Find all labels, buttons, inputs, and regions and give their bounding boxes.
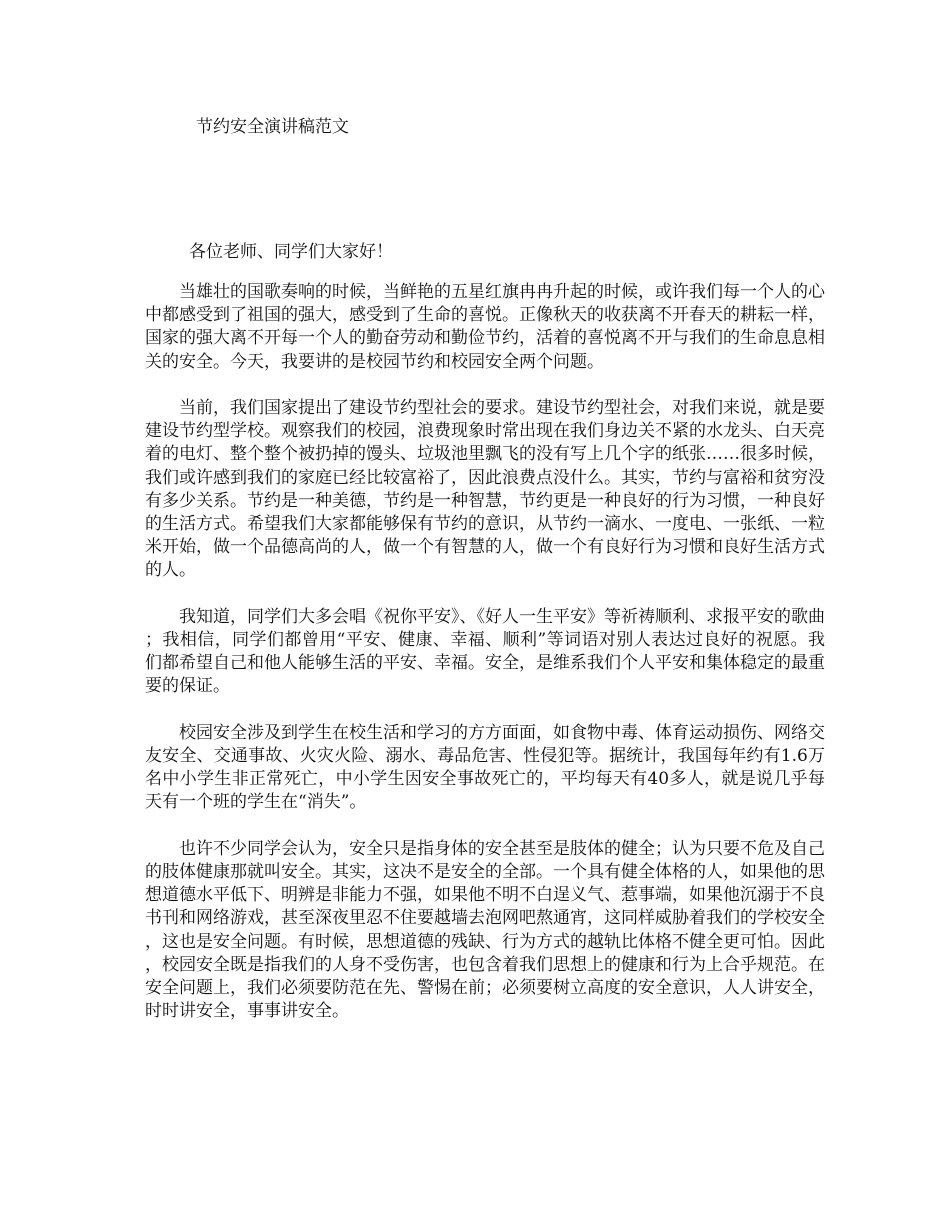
- paragraph: 当雄壮的国歌奏响的时候，当鲜艳的五星红旗冉冉升起的时候，或许我们每一个人的心中都感受到了祖国的强大，感受到了生命的喜悦。正像秋天的收获离不开春天的耕耘一样，国家的强大离不开每一个人的勤奋劳动和勤俭节约，活着的喜悦离不开与我们的生命息息相关的安全。今天，我要讲的是校园节约和校园安全两个问题。: [145, 282, 825, 372]
- paragraph: 校园安全涉及到学生在校生活和学习的方方面面，如食物中毒、体育运动损伤、网络交友安全、交通事故、火灾火险、溺水、毒品危害、性侵犯等。据统计，我国每年约有1.6万名中小学生非正常死亡，中小学生因安全事故死亡的，平均每天有40多人，就是说几乎每天有一个班的学生在“消失”。: [145, 722, 825, 813]
- greeting-line: 各位老师、同学们大家好！: [189, 242, 393, 262]
- paragraph: 我知道，同学们大多会唱《祝你平安》、《好人一生平安》等祈祷顺利、求报平安的歌曲；我相信，同学们都曾用“平安、健康、幸福、顺利”等词语对别人表达过良好的祝愿。我们都希望自己和他人能够生活的平安、幸福。安全，是维系我们个人平安和集体稳定的最重要的保证。: [145, 606, 825, 697]
- paragraph: 当前，我们国家提出了建设节约型社会的要求。建设节约型社会，对我们来说，就是要建设节约型学校。观察我们的校园，浪费现象时常出现在我们身边关不紧的水龙头、白天亮着的电灯、整个整个被扔掉的馒头、垃圾池里飘飞的没有写上几个字的纸张……很多时候，我们或许感到我们的家庭已经比较富裕了，因此浪费点没什么。其实，节约与富裕和贫穷没有多少关系。节约是一种美德，节约是一种智慧，节约更是一种良好的行为习惯，一种良好的生活方式。希望我们大家都能够保有节约的意识，从节约一滴水、一度电、一张纸、一粒米开始，做一个品德高尚的人，做一个有智慧的人，做一个有良好行为习惯和良好生活方式的人。: [145, 398, 825, 581]
- document-title: 节约安全演讲稿范文: [196, 117, 349, 137]
- document-body: [145, 281, 825, 1047]
- paragraph: 也许不少同学会认为，安全只是指身体的安全甚至是肢体的健全；认为只要不危及自己的肢体健康那就叫安全。其实，这决不是安全的全部。一个具有健全体格的人，如果他的思想道德水平低下、明辨是非能力不强，如果他不明不白逞义气、惹事端，如果他沉溺于不良书刊和网络游戏，甚至深夜里忍不住要越墙去泡网吧熬通宵，这同样威胁着我们的学校安全，这也是安全问题。有时候，思想道德的残缺、行为方式的越轨比体格不健全更可怕。因此，校园安全既是指我们的人身不受伤害，也包含着我们思想上的健康和行为上合乎规范。在安全问题上，我们必须要防范在先、警惕在前；必须要树立高度的安全意识，人人讲安全，时时讲安全，事事讲安全。: [145, 838, 825, 1022]
